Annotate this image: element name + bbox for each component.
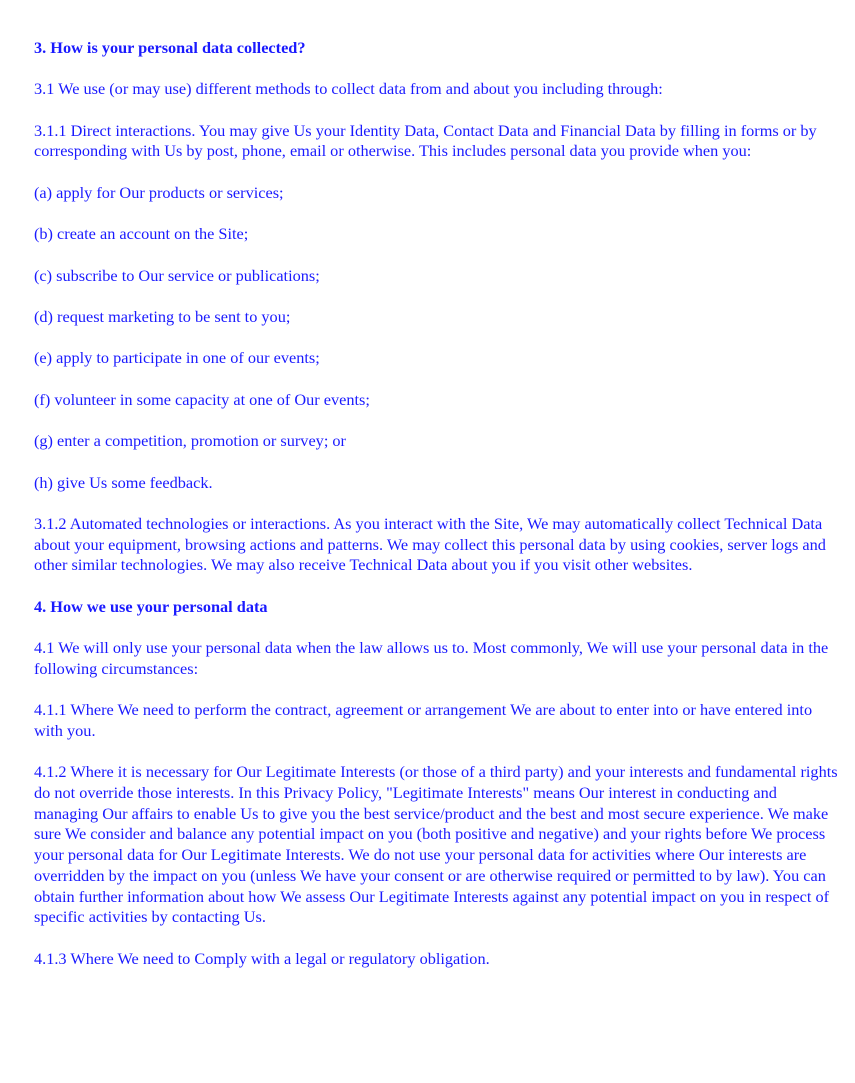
- list-item-g: (g) enter a competition, promotion or survey; or: [34, 431, 346, 451]
- section-4-heading: 4. How we use your personal data: [34, 596, 268, 616]
- list-item-c: (c) subscribe to Our service or publications;: [34, 265, 320, 285]
- section-3-heading: 3. How is your personal data collected?: [34, 38, 306, 57]
- paragraph-4-1-3: 4.1.3 Where We need to Comply with a legal or regulatory obligation.: [34, 948, 490, 968]
- paragraph-3-1-2: 3.1.2 Automated technologies or interactions. As you interact with the Site, We may automatically collect Technical Data about your equipment, browsing actions and patterns. We may collect this personal data by using cookies, server logs and other similar technologies. We may also receive Technical Data about you if you visit other websites.: [34, 514, 826, 575]
- list-item-e: (e) apply to participate in one of our events;: [34, 348, 320, 368]
- list-item-h: (h) give Us some feedback.: [34, 472, 213, 492]
- paragraph-4-1-2: 4.1.2 Where it is necessary for Our Legitimate Interests (or those of a third party) and your interests and fundamental rights do not override those interests. In this Privacy Policy, "Legitimate Interests" means Our interest in conducting and managing Our affairs to enable Us to give you the best service/product and the best and most secure experience. We make sure We consider and balance any potential impact on you (both positive and negative) and your rights before We process your personal data for Our Legitimate Interests. We do not use your personal data for activities where Our interests are overridden by the impact on you (unless We have your consent or are otherwise required or permitted to by law). You can obtain further information about how We assess Our Legitimate Interests against any potential impact on you in respect of specific activities by contacting Us.: [34, 762, 838, 927]
- list-item-d: (d) request marketing to be sent to you;: [34, 307, 291, 327]
- list-item-b: (b) create an account on the Site;: [34, 224, 249, 244]
- list-item-a: (a) apply for Our products or services;: [34, 182, 284, 202]
- document-body: [34, 38, 842, 990]
- paragraph-4-1: 4.1 We will only use your personal data when the law allows us to. Most commonly, We will use your personal data in the following circumstances:: [34, 638, 829, 678]
- paragraph-3-1-1: 3.1.1 Direct interactions. You may give Us your Identity Data, Contact Data and Financial Data by filling in forms or by corresponding with Us by post, phone, email or otherwise. This includes personal data you provide when you:: [34, 120, 817, 161]
- paragraph-4-1-1: 4.1.1 Where We need to perform the contract, agreement or arrangement We are about to enter into or have entered into with you.: [34, 700, 813, 740]
- list-item-f: (f) volunteer in some capacity at one of Our events;: [34, 389, 370, 409]
- paragraph-3-1: 3.1 We use (or may use) different methods to collect data from and about you including through:: [34, 79, 663, 99]
